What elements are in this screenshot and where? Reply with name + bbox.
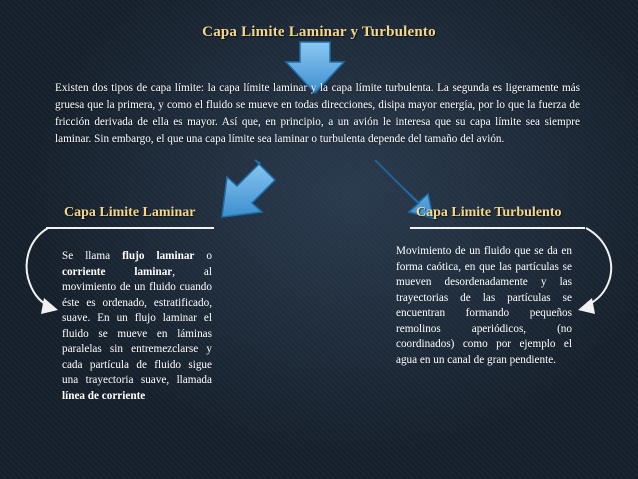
intro-paragraph: Existen dos tipos de capa límite: la capa límite laminar y la capa límite turbulenta. La segunda es ligeramente más gruesa que la primera, y como el fluido se mueve en todas direcciones, disipa mayor energía, por lo que la fuerza de fricción derivada de ella es mayor. Así que, en principio, a un avión le interesa que su capa límite sea siempre laminar. Sin embargo, el que una capa límite sea laminar o turbulenta depende del tamaño del avión. — [55, 82, 580, 145]
laminar-text-1: Se llama — [62, 250, 123, 262]
down-left-arrow-icon — [222, 160, 275, 217]
right-connector-arrowhead-icon — [578, 298, 595, 314]
laminar-term-flujo: flujo laminar — [122, 250, 195, 262]
turbulent-description: Movimiento de un fluido que se da en forma caótica, en que las partículas se mueven desordenadamente y las trayectorias de las partículas se encuentran formando pequeños remolinos aperiódicos, (no coordinados) como por ejemplo el agua en un canal de gran pendiente. — [396, 245, 572, 366]
left-connector-curve — [27, 228, 48, 306]
laminar-title-underline — [46, 227, 214, 229]
left-connector-arrowhead-icon — [41, 298, 58, 314]
page-title: Capa Limite Laminar y Turbulento — [202, 24, 436, 40]
right-connector-curve — [586, 228, 611, 306]
laminar-term-linea: línea de corriente — [62, 389, 146, 402]
laminar-text-2: o — [194, 250, 212, 262]
turbulent-title: Capa Limite Turbulento — [416, 205, 562, 220]
laminar-description — [62, 249, 212, 404]
laminar-term-corriente: corriente laminar — [62, 265, 173, 278]
laminar-title: Capa Limite Laminar — [64, 205, 196, 220]
laminar-text-3: , al movimiento de un fluido cuando éste es ordenado, estratificado, suave. En un flujo laminar el fluido se mueve en láminas paralelas sin entremezclarse y cada partícula de fluido sigue una trayectoria suave, llamada — [62, 265, 213, 386]
turbulent-title-underline — [410, 227, 585, 229]
